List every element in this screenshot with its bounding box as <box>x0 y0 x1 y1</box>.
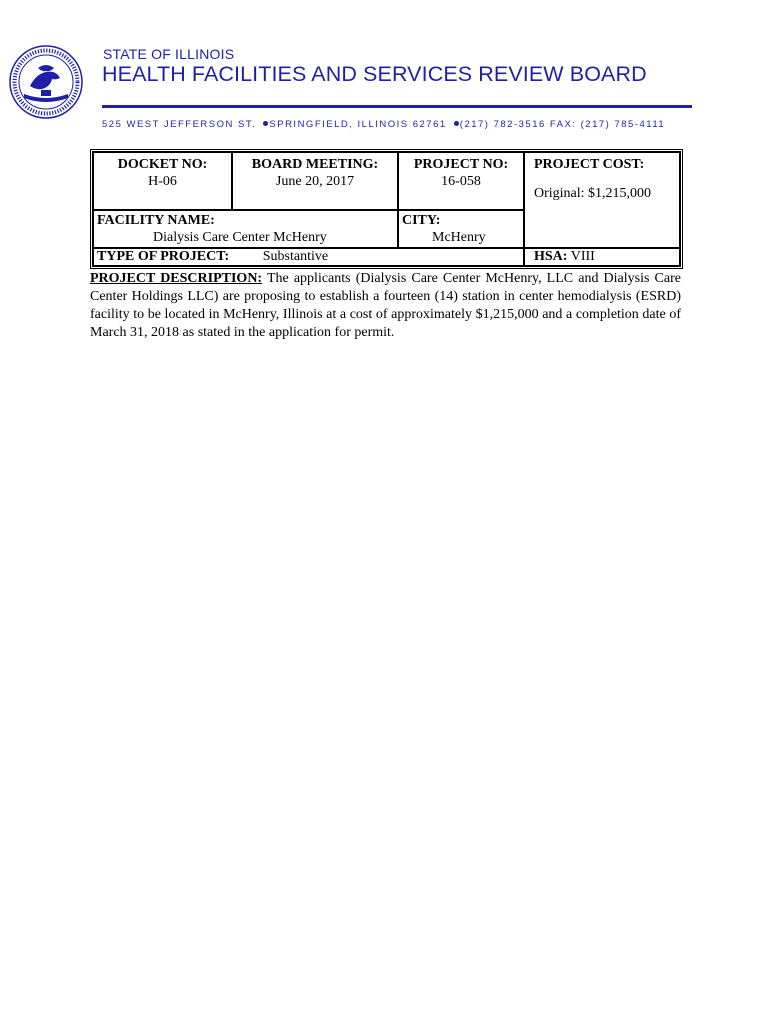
bullet-icon <box>263 121 268 126</box>
hsa-label: HSA: <box>534 249 568 264</box>
city-value: McHenry <box>432 230 486 245</box>
phone-fax: (217) 782-3516 FAX: (217) 785-4111 <box>459 119 666 130</box>
type-cell <box>93 248 524 266</box>
cost-cell <box>524 152 680 248</box>
docket-cell <box>93 152 232 210</box>
facility-value: Dialysis Care Center McHenry <box>153 230 327 245</box>
street-address: 525 WEST JEFFERSON ST. <box>102 119 257 130</box>
facility-label: FACILITY NAME: <box>97 213 215 228</box>
meeting-label: BOARD MEETING: <box>251 157 379 172</box>
board-title: HEALTH FACILITIES AND SERVICES REVIEW BOARD <box>102 62 647 86</box>
address-line <box>102 119 665 130</box>
project-description <box>90 270 681 342</box>
type-label: TYPE OF PROJECT: <box>97 249 230 264</box>
docket-label: DOCKET NO: <box>117 157 208 172</box>
type-value: Substantive <box>262 249 329 264</box>
meeting-cell <box>232 152 398 210</box>
city-label: CITY: <box>402 213 441 228</box>
illinois-state-seal-icon <box>8 44 84 120</box>
cost-value: Original: $1,215,000 <box>534 186 652 201</box>
docket-table <box>90 149 683 269</box>
city-address: SPRINGFIELD, ILLINOIS 62761 <box>269 119 447 130</box>
description-text: The applicants (Dialysis Care Center McHenry, LLC and Dialysis Care Center Holdings LLC) are proposing to establish a fourteen (14) station in center hemodialysis (ESRD) facility to be located in McHenry, Illinois at a cost of approximately $1,215,000 and a completion date of March 31, 2018 as stated in the application for permit. <box>90 271 681 340</box>
project-no-value: 16-058 <box>441 174 481 189</box>
meeting-value: June 20, 2017 <box>275 174 355 189</box>
description-label: PROJECT DESCRIPTION: <box>90 271 263 286</box>
hsa-cell <box>524 248 680 266</box>
hsa-value: VIII <box>570 249 595 264</box>
docket-value: H-06 <box>148 174 177 189</box>
cost-label: PROJECT COST: <box>534 157 645 172</box>
header-rule <box>102 105 692 108</box>
city-cell <box>398 210 524 248</box>
facility-cell <box>93 210 398 248</box>
state-name: STATE OF ILLINOIS <box>103 46 235 62</box>
project-no-label: PROJECT NO: <box>413 157 509 172</box>
project-no-cell <box>398 152 524 210</box>
bullet-icon <box>454 121 459 126</box>
